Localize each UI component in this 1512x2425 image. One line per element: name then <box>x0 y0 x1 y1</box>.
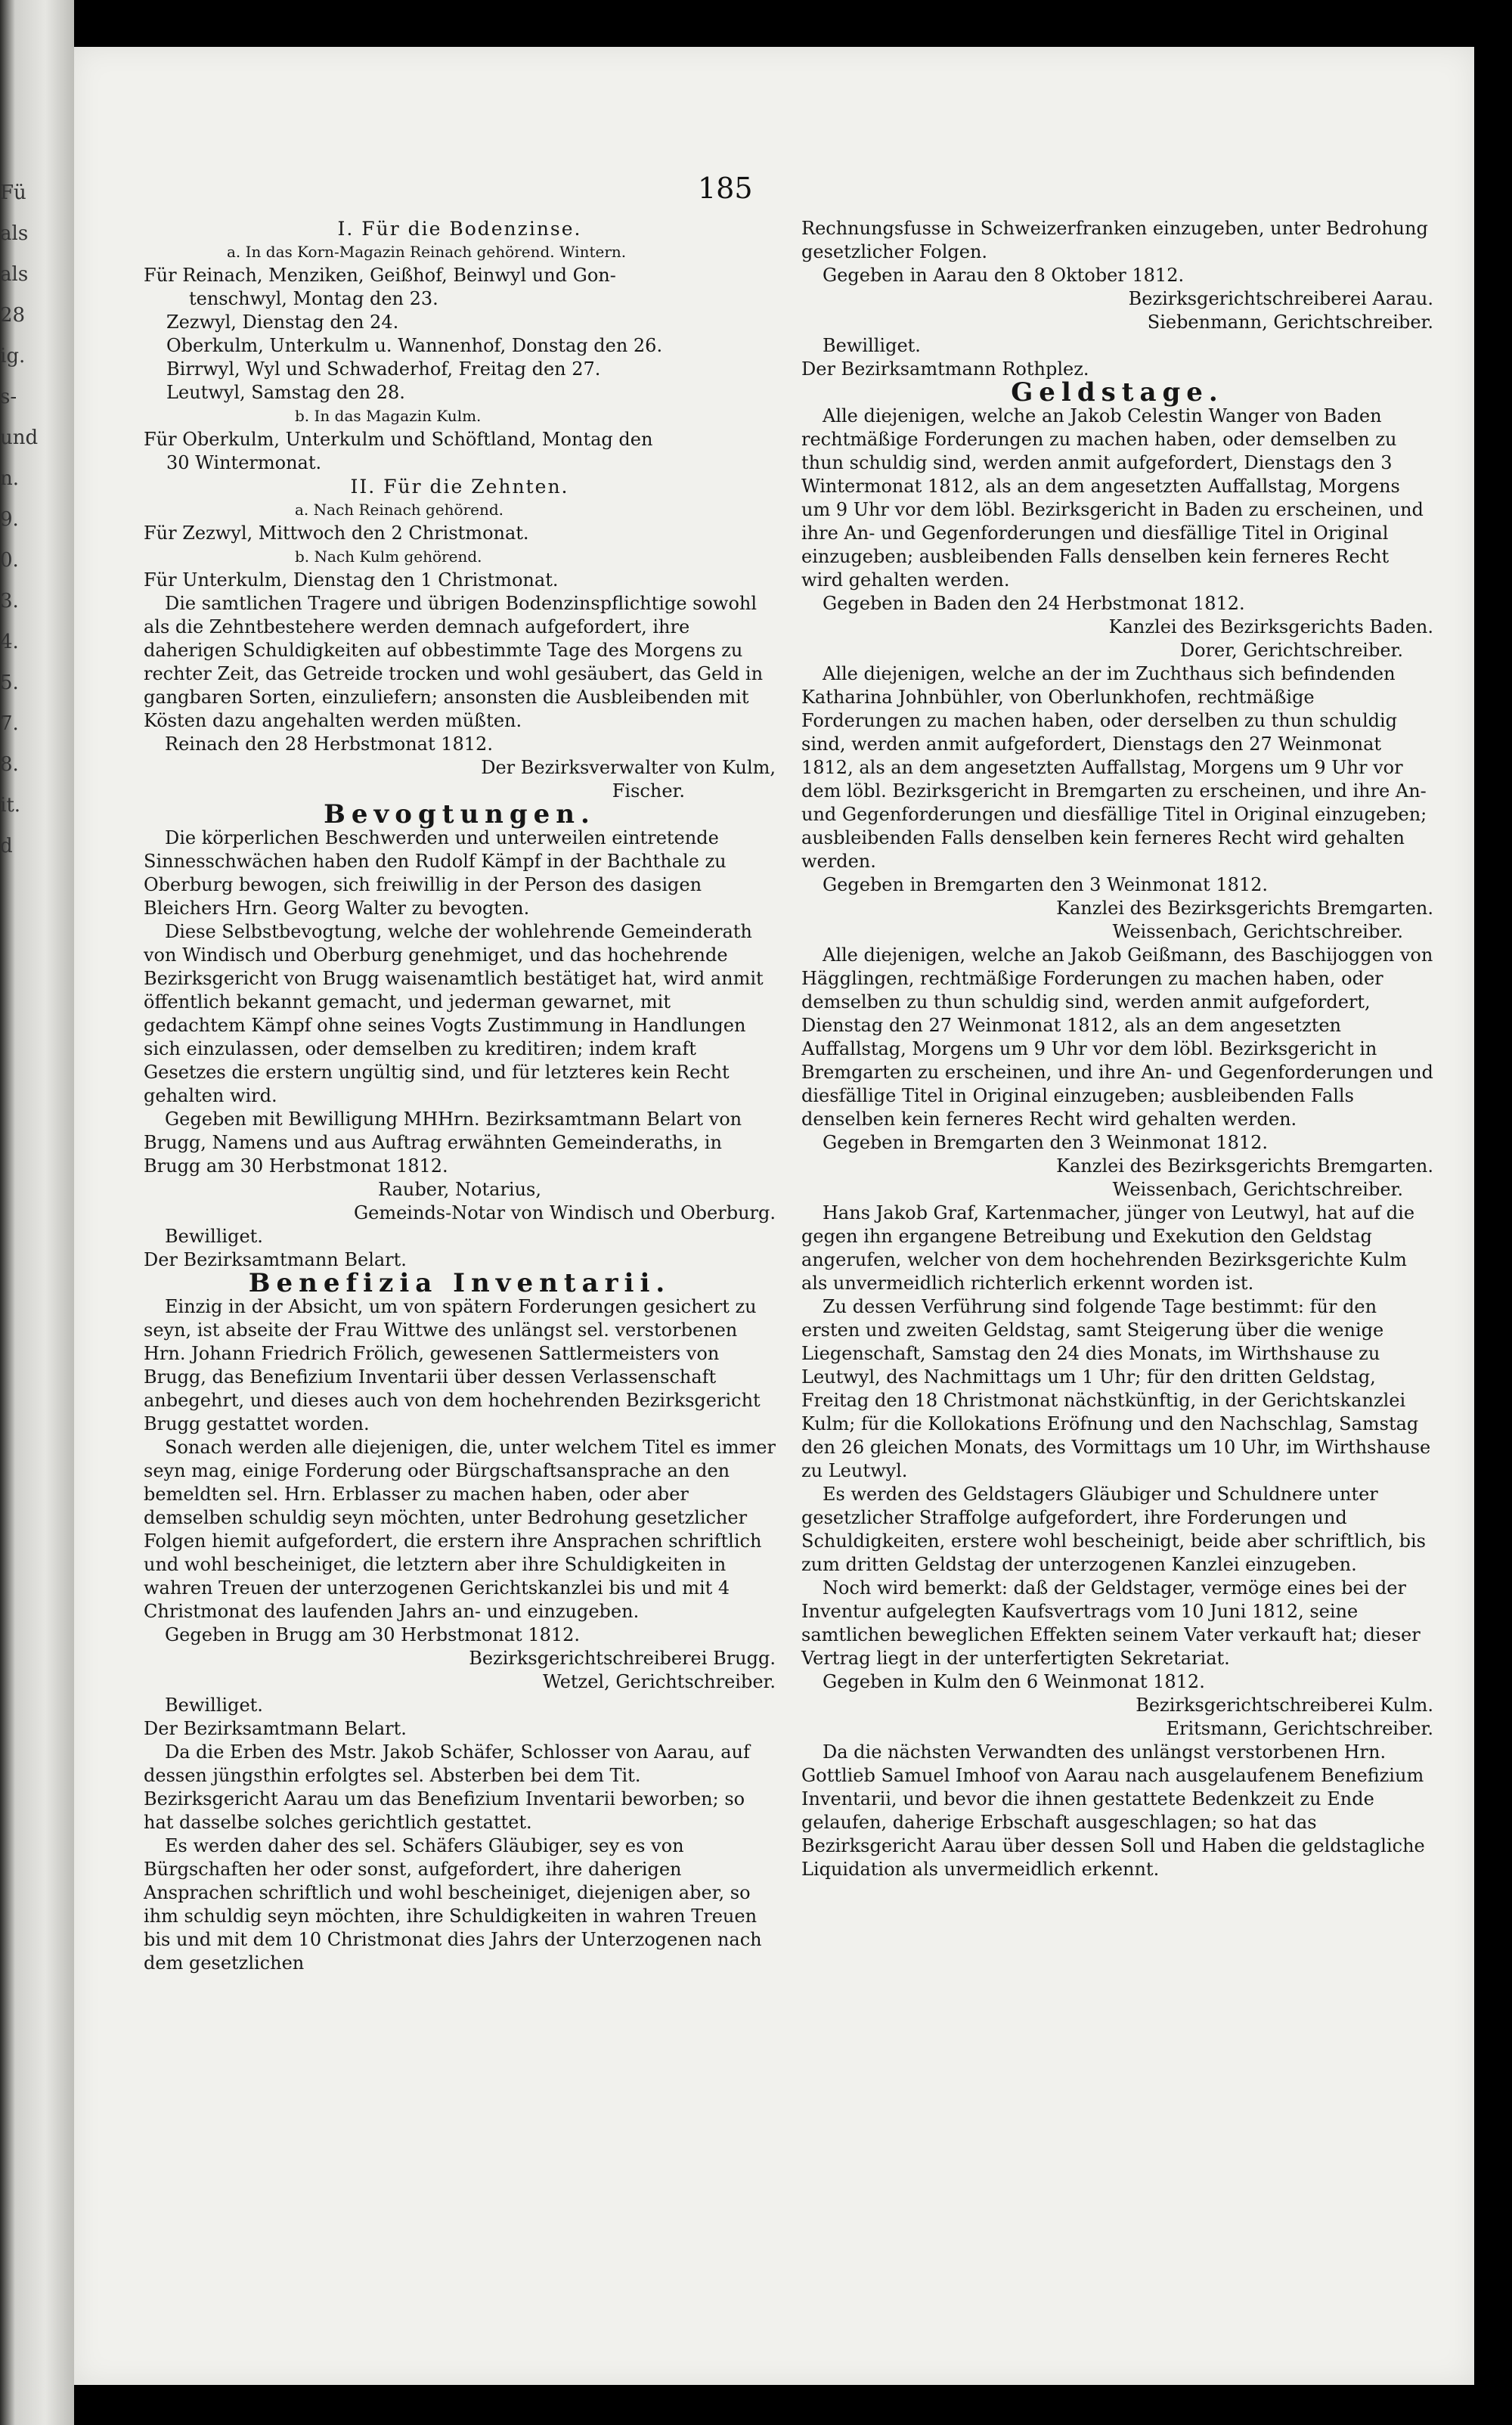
approval: Bewilliget. <box>165 1695 263 1716</box>
paragraph: Noch wird bemerkt: daß der Geldstager, vermöge eines bei der Inventur aufgelegten Kaufsvertrags vom 10 Juni 1812, seine samtlichen beweglichen Effekten seinem Vater verkauft hat; dieser Vertrag liegt in der unterfertigten Sekretariat. <box>801 1577 1421 1669</box>
approval: Bewilliget. <box>165 1226 263 1247</box>
schedule-line: Für Reinach, Menziken, Geißhof, Beinwyl und Gon- <box>144 265 616 286</box>
paragraph: Die körperlichen Beschwerden und unterweilen eintretende Sinnesschwächen haben den Rudolf Kämpf in der Bachthale zu Oberburg bewogen, sich freiwillig in der Person des dasigen Bleichers Hrn. Georg Walter zu bevogten. <box>144 827 727 919</box>
sub-heading: a. Nach Reinach gehörend. <box>295 501 504 519</box>
page-number: 185 <box>698 172 753 205</box>
paragraph: Einzig in der Absicht, um von spätern Forderungen gesichert zu seyn, ist abseite der Frau Wittwe des unlängst sel. verstorbenen Hrn. Johann Friedrich Frölich, gewesenen Sattlermeisters von Brugg, das Benefizium Inventarii über dessen Verlassenschaft anbegehrt, und dieses auch von dem hochehrenden Bezirksgericht Brugg gestattet worden. <box>144 1296 761 1434</box>
section-title: Geldstage. <box>1011 377 1224 408</box>
sub-heading: b. In das Magazin Kulm. <box>295 407 482 425</box>
spine-fragment: n. <box>0 467 20 490</box>
date-line: Gegeben in Bremgarten den 3 Weinmonat 1812. <box>823 1132 1269 1153</box>
paragraph: Rechnungsfusse in Schweizerfranken einzugeben, unter Bedrohung gesetzlicher Folgen. <box>801 218 1428 262</box>
spine-fragment: 8. <box>0 753 19 776</box>
signature: Kanzlei des Bezirksgerichts Baden. <box>1108 616 1433 637</box>
section-title: Benefizia Inventarii. <box>248 1268 671 1298</box>
paragraph: Sonach werden alle diejenigen, die, unter welchem Titel es immer seyn mag, einige Forderung oder Bürgschaftsansprache an den bemeldten sel. Hrn. Erblasser zu machen haben, oder aber demselben schuldig seyn möchten, unter Bedrohung gesetzlicher Folgen hiemit aufgefordert, die erstern ihre Ansprachen schriftlich und wohl bescheiniget, die letztern aber ihre Schuldigkeiten in wahren Treuen der unterzogenen Gerichtskanzlei bis und mit 4 Christmonat des laufenden Jahrs an- und einzugeben. <box>144 1437 776 1622</box>
schedule-line: Leutwyl, Samstag den 28. <box>166 382 405 403</box>
right-column <box>801 217 1433 1881</box>
sub-heading: a. In das Korn-Magazin Reinach gehörend. Wintern. <box>227 243 627 261</box>
schedule-line: Birrwyl, Wyl und Schwaderhof, Freitag den 27. <box>166 358 601 380</box>
spine-fragment: als <box>0 222 29 245</box>
spine-fragment: 9. <box>0 508 19 531</box>
date-line: Reinach den 28 Herbstmonat 1812. <box>165 733 493 755</box>
signature: Dorer, Gerichtschreiber. <box>1179 640 1403 661</box>
signature: Eritsmann, Gerichtschreiber. <box>1166 1718 1433 1739</box>
sub-heading: b. Nach Kulm gehörend. <box>295 547 482 566</box>
signature: Fischer. <box>612 780 685 802</box>
paragraph: Da die nächsten Verwandten des unlängst verstorbenen Hrn. Gottlieb Samuel Imhoof von Aarau nach ausgelaufenem Benefizium Inventarii, und bevor die ihnen gestattete Bedenkzeit zu Ende gelaufen, daherige Erbschaft ausgeschlagen; so hat das Bezirksgericht Aarau über dessen Soll und Haben die geldstagliche Liquidation als unvermeidlich erkennt. <box>801 1741 1425 1880</box>
date-line: Gegeben in Kulm den 6 Weinmonat 1812. <box>823 1671 1205 1692</box>
previous-page-edge <box>0 0 74 2425</box>
spine-fragment: ig. <box>0 345 26 367</box>
schedule-line: Oberkulm, Unterkulm u. Wannenhof, Donstag den 26. <box>166 335 663 356</box>
signature: Bezirksgerichtschreiberei Brugg. <box>469 1648 776 1669</box>
spine-fragment: 3. <box>0 590 19 612</box>
paragraph: Die samtlichen Tragere und übrigen Bodenzinspflichtige sowohl als die Zehntbestehere werden demnach aufgefordert, ihre daherigen Schuldigkeiten auf obbestimmte Tage des Morgens zu rechter Zeit, das Getreide trocken und wohl gesäubert, das Geld in gangbaren Sorten, einzuliefern; ansonsten die Ausbleibenden mit Kösten dazu angehalten werden müßten. <box>144 593 764 731</box>
schedule-line: tenschwyl, Montag den 23. <box>189 288 438 309</box>
signature: Der Bezirksamtmann Rothplez. <box>801 358 1089 380</box>
spine-fragment: 4. <box>0 631 19 653</box>
paragraph: Es werden des Geldstagers Gläubiger und Schuldnere unter gesetzlicher Straffolge aufgefordert, ihre Forderungen und Schuldigkeiten, erstere wohl bescheinigt, beide aber schriftlich, bis zum dritten Geldstag der unterzogenen Kanzlei einzugeben. <box>801 1484 1426 1575</box>
spine-fragment: s- <box>0 386 17 408</box>
signature: Siebenmann, Gerichtschreiber. <box>1147 312 1433 333</box>
paragraph: Da die Erben des Mstr. Jakob Schäfer, Schlosser von Aarau, auf dessen jüngsthin erfolgtes sel. Absterben bei dem Tit. Bezirksgericht Aarau um das Benefizium Inventarii beworben; so hat dasselbe solches gerichtlich gestattet. <box>144 1741 750 1833</box>
signature: Wetzel, Gerichtschreiber. <box>542 1671 776 1692</box>
section-title: Bevogtungen. <box>324 799 596 830</box>
spine-fragment: d <box>0 835 13 857</box>
date-line: Gegeben in Baden den 24 Herbstmonat 1812. <box>823 593 1245 614</box>
paragraph: Diese Selbstbevogtung, welche der wohlehrende Gemeinderath von Windisch und Oberburg genehmiget, und das hochehrende Bezirksgericht von Brugg waisenamtlich bestätiget hat, wird anmit öffentlich bekannt gemacht, und jederman gewarnet, mit gedachtem Kämpf ohne seines Vogts Zustimmung in Handlungen sich einzulassen, oder demselben zu kreditiren; indem kraft Gesetzes die erstern ungültig sind, und für letzteres kein Recht gehalten wird. <box>144 921 764 1106</box>
spine-fragment: 5. <box>0 671 19 694</box>
date-line: Gegeben in Aarau den 8 Oktober 1812. <box>823 265 1185 286</box>
spine-fragment: it. <box>0 794 21 817</box>
newspaper-page <box>74 47 1474 2385</box>
schedule-line: Zezwyl, Dienstag den 24. <box>166 312 399 333</box>
spine-fragment: als <box>0 263 29 286</box>
signature: Gemeinds-Notar von Windisch und Oberburg. <box>353 1202 776 1223</box>
signature: Bezirksgerichtschreiberei Kulm. <box>1136 1695 1433 1716</box>
paragraph: Hans Jakob Graf, Kartenmacher, jünger von Leutwyl, hat auf die gegen ihn ergangene Betreibung und Exekution den Geldstag angerufen, welcher von dem hochehrenden Bezirksgerichte Kulm als unvermeidlich richterlich erkennt worden ist. <box>801 1202 1415 1294</box>
signature: Bezirksgerichtschreiberei Aarau. <box>1128 288 1433 309</box>
schedule-line: Für Oberkulm, Unterkulm und Schöftland, Montag den <box>144 429 653 450</box>
schedule-line: Für Unterkulm, Dienstag den 1 Christmonat. <box>144 569 559 591</box>
spine-fragment: 7. <box>0 712 19 735</box>
paragraph: Alle diejenigen, welche an Jakob Celestin Wanger von Baden rechtmäßige Forderungen zu machen haben, oder demselben zu thun schuldig sind, werden anmit aufgefordert, Dienstags den 3 Wintermonat 1812, als an dem angesetzten Auffallstag, Morgens um 9 Uhr vor dem löbl. Bezirksgericht in Baden zu erscheinen, und ihre An- und Gegenforderungen und diesfällige Titel in Original einzugeben; ausbleibenden Falls denselben kein ferneres Recht wird gehalten werden. <box>801 405 1424 591</box>
signature: Weissenbach, Gerichtschreiber. <box>1112 1179 1403 1200</box>
signature: Kanzlei des Bezirksgerichts Bremgarten. <box>1056 1155 1433 1177</box>
paragraph: Zu dessen Verführung sind folgende Tage bestimmt: für den ersten und zweiten Geldstag, samt Steigerung über die wenige Liegenschaft, Samstag den 24 dies Monats, im Wirthshause zu Leutwyl, des Nachmittags um 1 Uhr; für den dritten Geldstag, Freitag den 18 Christmonat nächstkünftig, in der Gerichtskanzlei Kulm; für die Kollokations Eröfnung und den Nachschlag, Samstag den 26 gleichen Monats, des Vormittags um 10 Uhr, im Wirthshause zu Leutwyl. <box>801 1296 1431 1481</box>
signature: Weissenbach, Gerichtschreiber. <box>1112 921 1403 942</box>
left-column <box>144 217 776 1975</box>
paragraph: Alle diejenigen, welche an Jakob Geißmann, des Baschijoggen von Hägglingen, rechtmäßige Forderungen zu machen haben, oder demselben zu thun schuldig sind, werden anmit aufgefordert, Dienstag den 27 Weinmonat 1812, als an dem angesetzten Auffallstag, Morgens um 9 Uhr vor dem löbl. Bezirksgericht in Bremgarten zu erscheinen, und ihre An- und Gegenforderungen und diesfällige Titel in Original einzugeben; ausbleibenden Falls denselben kein ferneres Recht wird gehalten werden. <box>801 944 1433 1130</box>
spine-fragment: und <box>0 426 39 449</box>
approval: Bewilliget. <box>823 335 921 356</box>
schedule-line: Für Zezwyl, Mittwoch den 2 Christmonat. <box>144 523 529 544</box>
section-heading: I. Für die Bodenzinse. <box>337 218 582 240</box>
signature: Der Bezirksamtmann Belart. <box>144 1718 407 1739</box>
spine-fragment: Fü <box>0 181 26 204</box>
section-heading: II. Für die Zehnten. <box>350 476 569 498</box>
schedule-line: 30 Wintermonat. <box>166 452 322 473</box>
paragraph: Es werden daher des sel. Schäfers Gläubiger, sey es von Bürgschaften her oder sonst, aufgefordert, ihre daherigen Ansprachen schriftlich und wohl bescheiniget, diejenigen aber, so ihm schuldig seyn möchten, ihre Schuldigkeiten in wahren Treuen bis und mit dem 10 Christmonat dies Jahrs der Unterzogenen nach dem gesetzlichen <box>144 1835 762 1974</box>
previous-page-text-fragments <box>0 181 39 876</box>
signature: Kanzlei des Bezirksgerichts Bremgarten. <box>1056 898 1433 919</box>
signature: Der Bezirksverwalter von Kulm, <box>481 757 776 778</box>
paragraph: Gegeben mit Bewilligung MHHrn. Bezirksamtmann Belart von Brugg, Namens und aus Auftrag erwähnten Gemeinderaths, in Brugg am 30 Herbstmonat 1812. <box>144 1109 742 1177</box>
spine-fragment: 28 <box>0 304 26 327</box>
signature: Rauber, Notarius, <box>378 1179 541 1200</box>
paragraph: Alle diejenigen, welche an der im Zuchthaus sich befindenden Katharina Johnbühler, von Oberlunkhofen, rechtmäßige Forderungen zu machen haben, oder derselben zu thun schuldig sind, werden anmit aufgefordert, Dienstags den 27 Weinmonat 1812, als an dem angesetzten Auffallstag, Morgens um 9 Uhr vor dem löbl. Bezirksgericht in Bremgarten zu erscheinen, und ihre An- und Gegenforderungen und diesfällige Titel in Original einzugeben; ausbleibenden Falls denselben kein ferneres Recht wird gehalten werden. <box>801 663 1427 872</box>
spine-fragment: 0. <box>0 549 19 572</box>
date-line: Gegeben in Brugg am 30 Herbstmonat 1812. <box>165 1624 581 1645</box>
signature: Der Bezirksamtmann Belart. <box>144 1249 407 1270</box>
date-line: Gegeben in Bremgarten den 3 Weinmonat 1812. <box>823 874 1269 895</box>
